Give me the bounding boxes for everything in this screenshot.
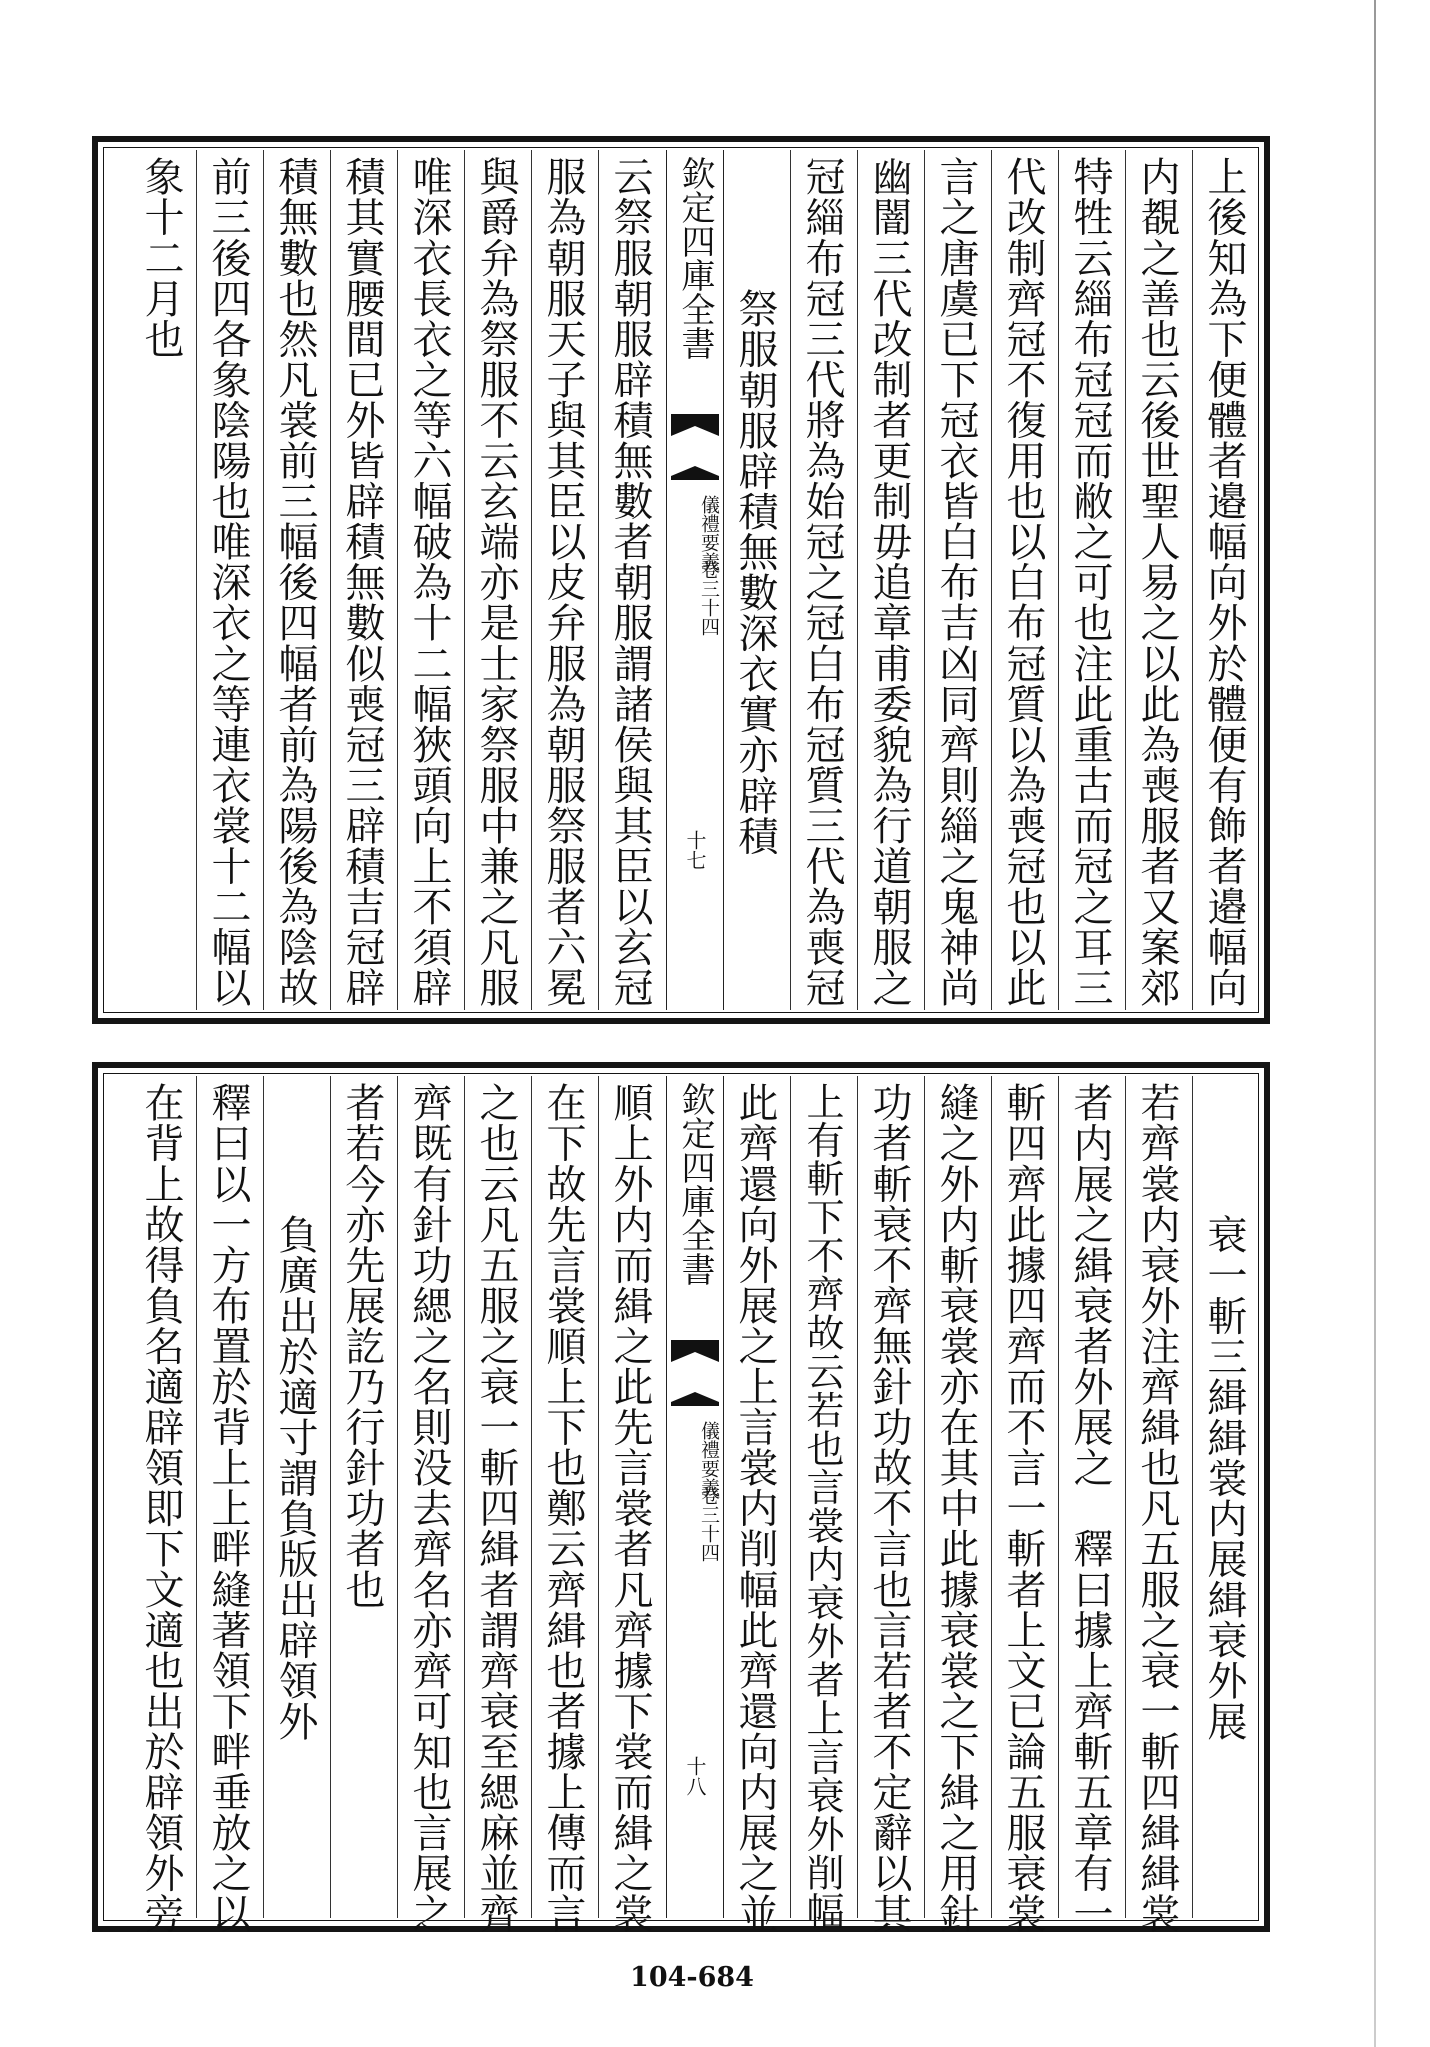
book-title: 欽定四庫全書 [675, 156, 715, 360]
page-number: 104-684 [630, 1962, 754, 1993]
text-column: 在下故先言裳順上下也鄭云齊緝也者據上傳而言 [540, 1082, 586, 1934]
text-column: 斬四齊此據四齊而不言一斬者上文已論五服衰裳 [1000, 1082, 1046, 1934]
column-rule [531, 1076, 532, 1918]
column-rule [330, 150, 331, 1010]
text-column: 在背上故得負名適辟領即下文適也出於辟領外旁 [138, 1082, 184, 1934]
column-rule [464, 1076, 465, 1918]
text-column: 唯深衣長衣之等六幅破為十二幅狹頭向上不須辟 [406, 156, 452, 1008]
text-column: 與爵弁為祭服不云玄端亦是士家祭服中兼之凡服 [473, 156, 519, 1008]
column-rule [1125, 1076, 1126, 1918]
book-subtitle: 儀禮要義 [698, 495, 720, 571]
fish-tail-mark-icon [669, 1338, 721, 1408]
text-column: 特牲云緇布冠冠而敝之可也注此重古而冠之耳三 [1067, 156, 1113, 1008]
text-column: 上後知為下便體者邉幅向外於體便有飾者邉幅向 [1201, 156, 1247, 1008]
text-column: 言之唐虞已下冠衣皆白布吉凶同齊則緇之鬼神尚 [933, 156, 979, 1008]
text-column: 積無數也然凡裳前三幅後四幅者前為陽後為陰故 [272, 156, 318, 1008]
folio-number: 十八 [683, 1756, 707, 1796]
bottom-text-panel [92, 1062, 1270, 1932]
column-rule [397, 1076, 398, 1918]
text-column: 代改制齊冠不復用也以白布冠質以為喪冠也以此 [1000, 156, 1046, 1008]
center-header-column [666, 1076, 724, 1918]
text-column: 上有斬下不齊故云若也言裳内衰外者上言衰外削幅 [800, 1082, 844, 1931]
heading-column: 衰一斬三緝緝裳内展緝衰外展 [1201, 1214, 1247, 1742]
text-column: 前三後四各象陰陽也唯深衣之等連衣裳十二幅以 [205, 156, 251, 1008]
text-column: 冠緇布冠三代將為始冠之冠白布冠質三代為喪冠 [799, 156, 845, 1008]
fish-tail-mark-icon [669, 412, 721, 482]
column-rule [196, 1076, 197, 1918]
text-column: 服為朝服天子與其臣以皮弁服為朝服祭服者六冕 [540, 156, 586, 1008]
text-column: 云祭服朝服辟積無數者朝服謂諸侯與其臣以玄冠 [607, 156, 653, 1008]
book-subtitle: 儀禮要義 [698, 1421, 720, 1497]
column-rule [263, 150, 264, 1010]
column-rule [598, 1076, 599, 1918]
column-rule [531, 150, 532, 1010]
heading-column: 負廣出於適寸謂負版出辟領外 [272, 1214, 318, 1742]
volume-number: 卷三十四 [698, 1486, 720, 1562]
column-rule [1192, 1076, 1193, 1918]
text-column: 釋曰以一方布置於背上上畔縫著領下畔垂放之以 [205, 1082, 251, 1934]
column-rule [464, 150, 465, 1010]
text-column: 者若今亦先展訖乃行針功者也 [339, 1082, 385, 1610]
column-rule [924, 150, 925, 1010]
column-rule [924, 1076, 925, 1918]
column-rule [790, 150, 791, 1010]
text-column: 縫之外内斬衰裳亦在其中此據衰裳之下緝之用針 [933, 1082, 979, 1934]
text-column: 幽闇三代改制者更制毋追章甫委貌為行道朝服之 [866, 156, 912, 1008]
text-column: 象十二月也 [138, 156, 184, 359]
top-text-panel [92, 136, 1270, 1024]
column-rule [263, 1076, 264, 1918]
column-rule [330, 1076, 331, 1918]
column-rule [857, 150, 858, 1010]
book-title: 欽定四庫全書 [675, 1082, 715, 1286]
heading-column: 祭服朝服辟積無數深衣實亦辟積 [732, 288, 778, 856]
text-column: 若齊裳内衰外注齊緝也凡五服之衰一斬四緝緝裳 [1134, 1082, 1180, 1934]
text-column: 齊既有針功緦之名則没去齊名亦齊可知也言展之 [406, 1082, 452, 1934]
center-header-column [666, 150, 724, 1010]
column-rule [991, 150, 992, 1010]
text-column: 者内展之緝衰者外展之 釋曰據上齊斬五章有一 [1067, 1082, 1113, 1934]
text-column: 功者斬衰不齊無針功故不言也言若者不定辭以其 [866, 1082, 912, 1934]
text-column: 積其實腰間已外皆辟積無數似喪冠三辟積吉冠辟 [339, 156, 385, 1008]
column-rule [1058, 150, 1059, 1010]
column-rule [1058, 1076, 1059, 1918]
column-rule [1125, 150, 1126, 1010]
text-column: 此齊還向外展之上言裳内削幅此齊還向内展之並 [732, 1082, 778, 1934]
column-rule [397, 150, 398, 1010]
binding-edge-line [1374, 0, 1376, 2047]
column-rule [857, 1076, 858, 1918]
volume-number: 卷三十四 [698, 560, 720, 636]
column-rule [598, 150, 599, 1010]
column-rule [790, 1076, 791, 1918]
text-column: 内覩之善也云後世聖人易之以此為喪服者又案郊 [1134, 156, 1180, 1008]
column-rule [196, 150, 197, 1010]
column-rule [991, 1076, 992, 1918]
column-rule [1192, 150, 1193, 1010]
text-column: 順上外内而緝之此先言裳者凡齊據下裳而緝之裳 [607, 1082, 653, 1934]
folio-number: 十七 [683, 830, 707, 870]
text-column: 之也云凡五服之衰一斬四緝者謂齊衰至緦麻並齊 [473, 1082, 519, 1934]
